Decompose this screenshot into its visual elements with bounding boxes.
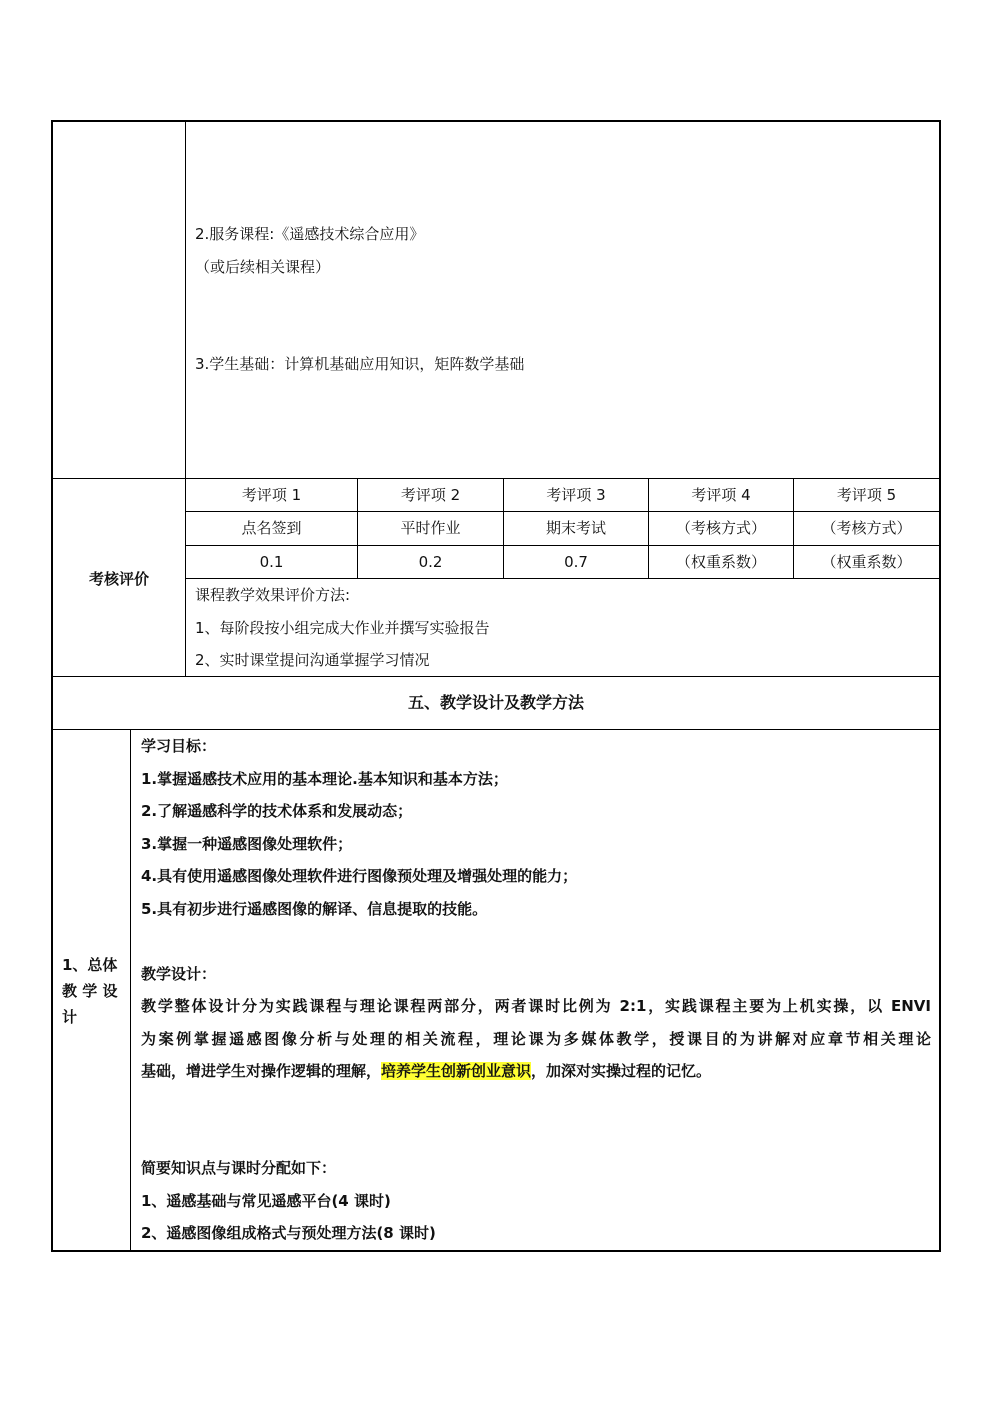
assess-header-1: 考评项 1 (241, 486, 302, 504)
knowledge-item-1: 1、遥感基础与常见遥感平台(4 课时) (141, 1192, 391, 1210)
divider-design-col (130, 729, 131, 1251)
design-label-line-1: 1、总体 (62, 956, 118, 974)
assess-weight-1: 0.1 (259, 553, 284, 571)
design-line-1: 教学整体设计分为实践课程与理论课程两部分，两者课时比例为 2:1，实践课程主要为上机实操，以 ENVI (141, 997, 931, 1015)
service-course: 2.服务课程:《遥感技术综合应用》 (195, 225, 425, 243)
assess-method-1: 点名签到 (241, 519, 302, 537)
design-line-3-post: ，加深对实操过程的记忆。 (531, 1062, 712, 1080)
assess-header-2: 考评项 2 (400, 486, 461, 504)
divider-row2 (185, 545, 941, 546)
design-title: 教学设计： (141, 965, 217, 983)
divider-assess-bottom (51, 676, 941, 677)
knowledge-item-2: 2、遥感图像组成格式与预处理方法(8 课时) (141, 1224, 436, 1242)
eval-item-2: 2、实时课堂提问沟通掌握学习情况 (195, 651, 430, 669)
goal-4: 4.具有使用遥感图像处理软件进行图像预处理及增强处理的能力； (141, 867, 578, 885)
divider-row1 (185, 511, 941, 512)
divider-left-col (185, 120, 186, 677)
design-line-3 (141, 1061, 711, 1081)
divider-prereq-bottom (51, 478, 941, 479)
design-line-2: 为案例掌握遥感图像分析与处理的相关流程，理论课为多媒体教学，授课目的为讲解对应章节相关理论 (141, 1030, 931, 1048)
design-label-line-2: 教 学 设 (62, 982, 118, 1000)
goal-5: 5.具有初步进行遥感图像的解译、信息提取的技能。 (141, 900, 488, 918)
section-title: 五、教学设计及教学方法 (407, 693, 584, 712)
border-bottom (51, 1250, 941, 1252)
goal-1: 1.掌握遥感技术应用的基本理论.基本知识和基本方法； (141, 770, 508, 788)
assess-header-5: 考评项 5 (836, 486, 897, 504)
design-label-line-3: 计 (62, 1008, 78, 1026)
assess-header-4: 考评项 4 (691, 486, 751, 504)
eval-title: 课程教学效果评价方法: (195, 586, 351, 604)
design-line-3-pre: 基础，增进学生对操作逻辑的理解， (141, 1062, 382, 1080)
service-course-note: （或后续相关课程） (195, 258, 331, 276)
goal-3: 3.掌握一种遥感图像处理软件； (141, 835, 353, 853)
assessment-label: 考核评价 (88, 570, 149, 588)
assess-header-3: 考评项 3 (546, 486, 606, 504)
assess-method-5: （考核方式） (821, 519, 912, 537)
assess-weight-4: （权重系数） (675, 553, 766, 571)
divider-row3 (185, 578, 941, 579)
eval-item-1: 1、每阶段按小组完成大作业并撰写实验报告 (195, 619, 490, 637)
assess-method-2: 平时作业 (400, 519, 461, 537)
border-left (51, 120, 53, 1252)
assess-weight-5: （权重系数） (821, 553, 912, 571)
goal-2: 2.了解遥感科学的技术体系和发展动态； (141, 802, 413, 820)
highlighted-text: 培养学生创新创业意识 (381, 1062, 532, 1080)
assess-method-4: （考核方式） (675, 519, 766, 537)
student-basis: 3.学生基础：计算机基础应用知识，矩阵数学基础 (195, 355, 525, 373)
assess-weight-3: 0.7 (564, 553, 588, 571)
knowledge-title: 简要知识点与课时分配如下： (141, 1159, 337, 1177)
divider-section-bottom (51, 729, 941, 730)
assess-method-3: 期末考试 (545, 519, 606, 537)
assess-weight-2: 0.2 (418, 553, 443, 571)
goals-title: 学习目标： (141, 737, 217, 755)
border-right (939, 120, 941, 1252)
